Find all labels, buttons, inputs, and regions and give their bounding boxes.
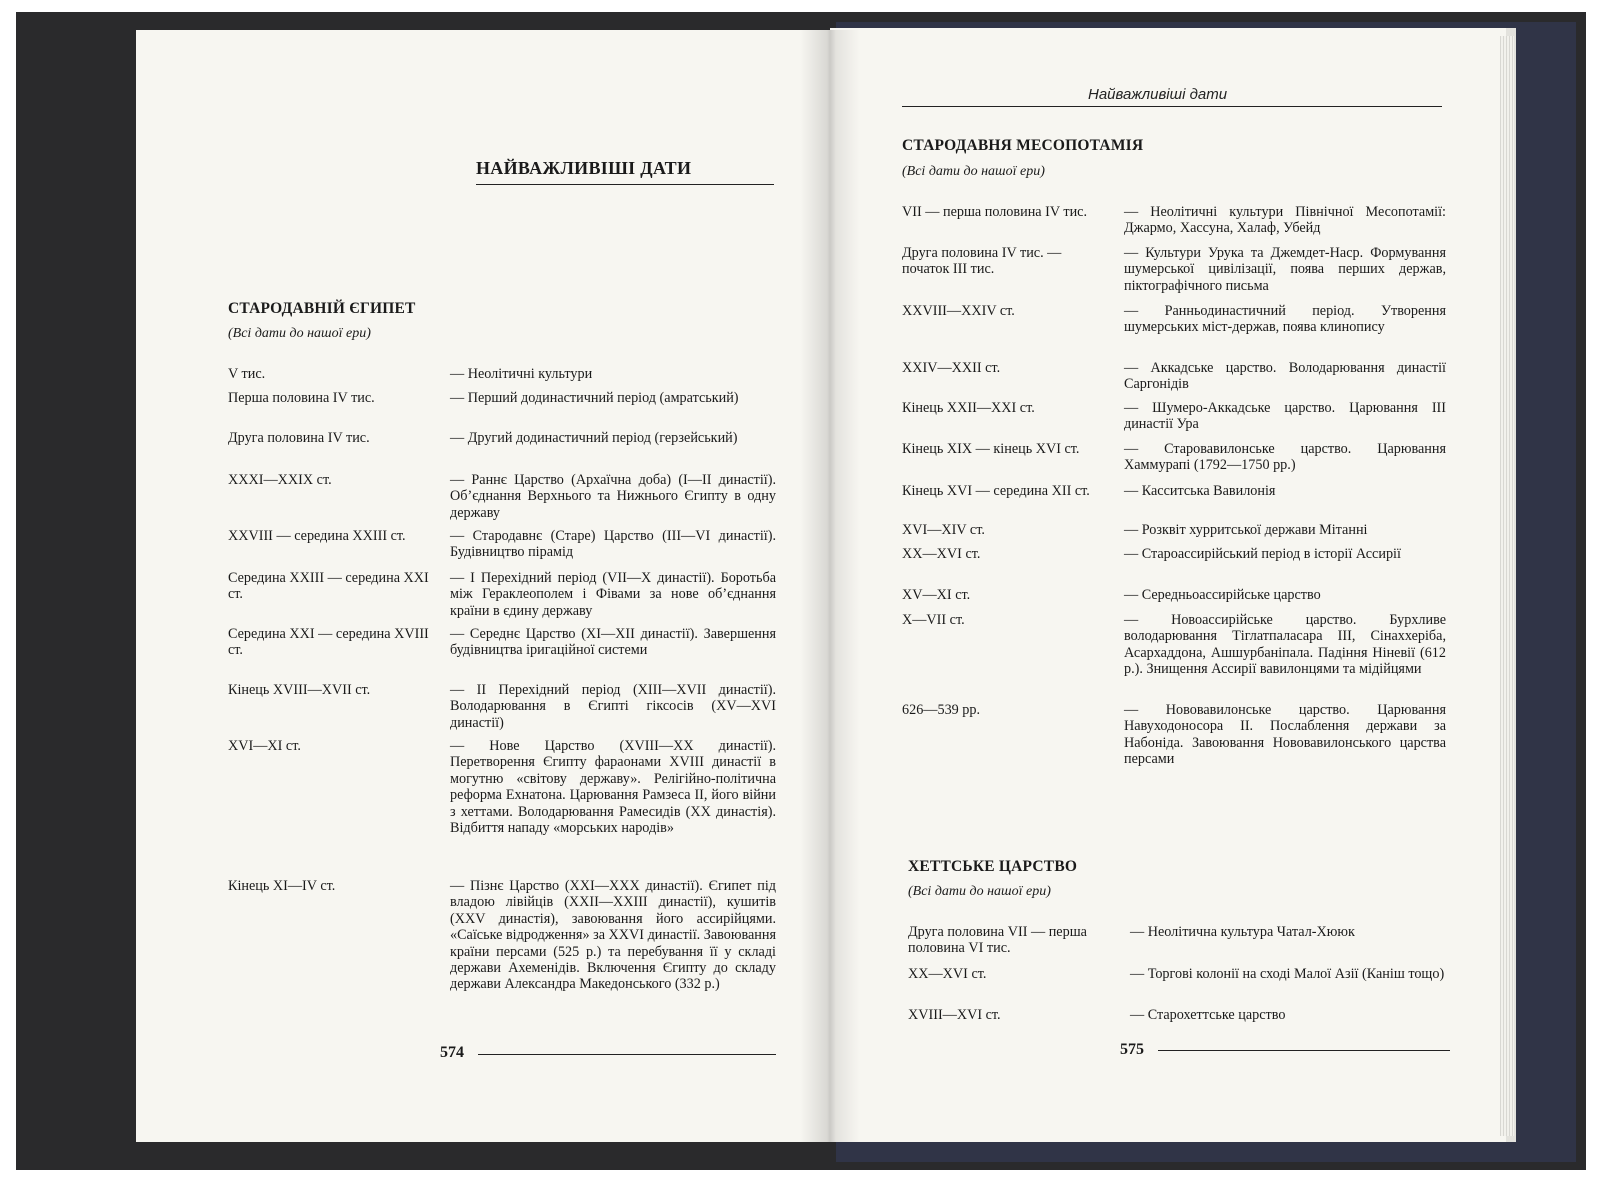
date-cell: Середина XXI — середина XVIII ст. xyxy=(228,626,429,659)
event-cell: — Другий додинастичний період (герзейський) xyxy=(450,430,738,446)
event-cell: — Ранньодинастичний період. Утворення шумерських міст-держав, поява клинопису xyxy=(1124,303,1446,336)
footer-rule-right xyxy=(1158,1050,1450,1051)
event-cell: — Неолітична культура Чатал-Хююк xyxy=(1130,924,1355,940)
page-title: НАЙВАЖЛИВІШІ ДАТИ xyxy=(476,158,692,178)
event-cell: — Середньоассирійське царство xyxy=(1124,587,1321,603)
book-gutter xyxy=(800,30,860,1142)
section-subtitle-mesopotamia: (Всі дати до нашої ери) xyxy=(902,164,1045,179)
page-number-left: 574 xyxy=(440,1044,464,1061)
page-edges xyxy=(1500,36,1514,1136)
date-cell: 626—539 рр. xyxy=(902,702,981,718)
section-subtitle-hittite: (Всі дати до нашої ери) xyxy=(908,884,1051,899)
event-cell: — Нове Царство (XVIII—XX династії). Перетворення Єгипту фараонами XVIII династії в могутню «світову державу». Релігійно-політична реформа Ехнатона. Царювання Рамзеса II, його війни з хеттами. Володарювання Рамесидів (XX династія). Відбиття нападу «морських народів» xyxy=(450,738,776,837)
event-cell: — I Перехідний період (VII—X династії). Боротьба між Гераклеополем і Фівами за нове об’єднання країни в єдину державу xyxy=(450,570,776,619)
page-number-right: 575 xyxy=(1120,1041,1144,1058)
event-cell: — Староассирійський період в історії Ассирії xyxy=(1124,546,1401,562)
event-cell: — Шумеро-Аккадське царство. Царювання III династії Ура xyxy=(1124,400,1446,433)
date-cell: XX—XVI ст. xyxy=(902,546,981,562)
event-cell: — Середнє Царство (XI—XII династії). Завершення будівництва іригаційної системи xyxy=(450,626,776,659)
date-cell: Друга половина VII — перша половина VI тис. xyxy=(908,924,1087,957)
date-cell: Кінець XVI — середина XII ст. xyxy=(902,483,1090,499)
date-cell: XXXI—XXIX ст. xyxy=(228,472,332,488)
date-cell: Кінець XXII—XXI ст. xyxy=(902,400,1035,416)
date-cell: V тис. xyxy=(228,366,266,382)
section-title-hittite: ХЕТТСЬКЕ ЦАРСТВО xyxy=(908,858,1078,875)
event-cell: — Старовавилонське царство. Царювання Хаммурапі (1792—1750 рр.) xyxy=(1124,441,1446,474)
date-cell: X—VII ст. xyxy=(902,612,965,628)
date-cell: XXVIII — середина XXIII ст. xyxy=(228,528,406,544)
date-cell: Кінець XIX — кінець XVI ст. xyxy=(902,441,1080,457)
date-cell: XVI—XIV ст. xyxy=(902,522,985,538)
event-cell: — Стародавнє (Старе) Царство (III—VI династії). Будівництво пірамід xyxy=(450,528,776,561)
event-cell: — Перший додинастичний період (амратський) xyxy=(450,390,739,406)
date-cell: XXVIII—XXIV ст. xyxy=(902,303,1015,319)
event-cell: — Пізнє Царство (XXI—XXX династії). Єгипет під владою лівійців (XXII—XXIII династії), кушитів (XXV династія), завоювання його ассирійцями. «Саїське відродження» за XXVI династії. Завоювання країни персами (525 р.) та перебування її у складі держави Ахеменідів. Включення Єгипту до складу держави Александра Македонського (332 р.) xyxy=(450,878,776,993)
date-cell: XVIII—XVI ст. xyxy=(908,1007,1001,1023)
event-cell: — Культури Урука та Джемдет-Наср. Формування шумерської цивілізації, поява перших держав, піктографічного письма xyxy=(1124,245,1446,294)
event-cell: — Касситська Вавилонія xyxy=(1124,483,1276,499)
event-cell: — Нововавилонське царство. Царювання Навуходоносора II. Послаблення держави за Набоніда. Завоювання Нововавилонського царства персами xyxy=(1124,702,1446,768)
date-cell: XV—XI ст. xyxy=(902,587,971,603)
event-cell: — Раннє Царство (Архаїчна доба) (I—II династії). Об’єднання Верхнього та Нижнього Єгипту в одну державу xyxy=(450,472,776,521)
date-cell: XX—XVI ст. xyxy=(908,966,987,982)
title-underline xyxy=(476,184,774,185)
running-head: Найважливіші дати xyxy=(1088,86,1228,103)
section-subtitle-egypt: (Всі дати до нашої ери) xyxy=(228,326,371,341)
date-cell: XVI—XI ст. xyxy=(228,738,301,754)
date-cell: Перша половина IV тис. xyxy=(228,390,375,406)
event-cell: — Торгові колонії на сході Малої Азії (Каніш тощо) xyxy=(1130,966,1445,982)
date-cell: Друга половина IV тис. xyxy=(228,430,370,446)
event-cell: — II Перехідний період (XIII—XVII династії). Володарювання в Єгипті гіксосів (XV—XVI династії) xyxy=(450,682,776,731)
section-title-egypt: СТАРОДАВНІЙ ЄГИПЕТ xyxy=(228,300,416,317)
date-cell: XXIV—XXII ст. xyxy=(902,360,1001,376)
section-title-mesopotamia: СТАРОДАВНЯ МЕСОПОТАМІЯ xyxy=(902,137,1144,154)
event-cell: — Неолітичні культури Північної Месопотамії: Джармо, Хассуна, Халаф, Убейд xyxy=(1124,204,1446,237)
date-cell: Кінець XI—IV ст. xyxy=(228,878,336,894)
header-rule-right xyxy=(902,106,1442,107)
date-cell: VII — перша половина IV тис. xyxy=(902,204,1088,220)
event-cell: — Неолітичні культури xyxy=(450,366,593,382)
event-cell: — Новоассирійське царство. Бурхливе володарювання Тіглатпаласара III, Сінаххеріба, Асархаддона, Ашшурбаніпала. Падіння Ніневії (612 р.). Знищення Ассирії вавилонцями та мідійцями xyxy=(1124,612,1446,678)
date-cell: Кінець XVIII—XVII ст. xyxy=(228,682,371,698)
event-cell: — Розквіт хурритської держави Мітанні xyxy=(1124,522,1368,538)
date-cell: Друга половина IV тис. — початок III тис. xyxy=(902,245,1062,278)
event-cell: — Аккадське царство. Володарювання династії Саргонідів xyxy=(1124,360,1446,393)
footer-rule-left xyxy=(478,1054,776,1055)
date-cell: Середина XXIII — середина XXI ст. xyxy=(228,570,429,603)
event-cell: — Старохеттське царство xyxy=(1130,1007,1286,1023)
